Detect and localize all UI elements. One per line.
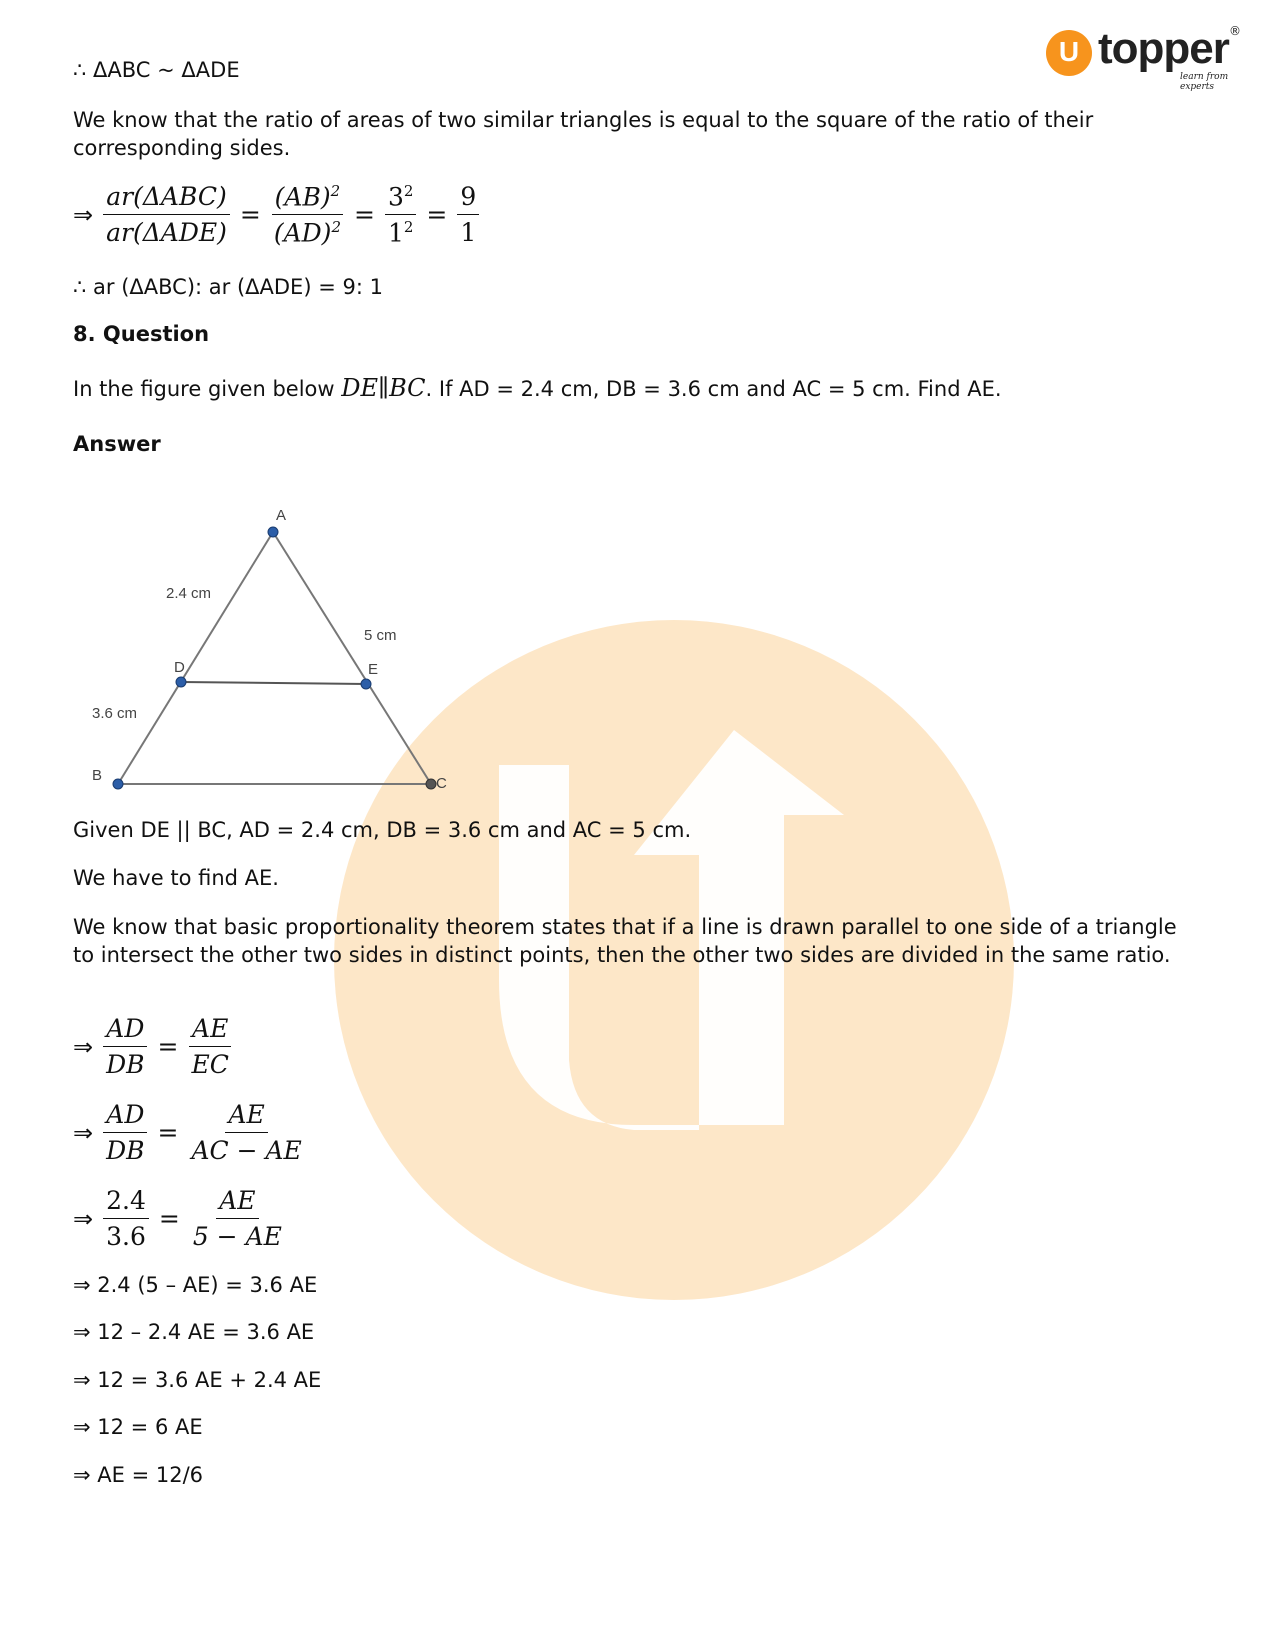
frac-den: ar(ΔADE) bbox=[106, 218, 227, 248]
superscript: 2 bbox=[403, 182, 414, 200]
side-ac bbox=[273, 532, 431, 784]
equals-sign: = bbox=[158, 1204, 180, 1233]
registered-mark: ® bbox=[1229, 24, 1241, 38]
logo-tagline: learn from experts bbox=[1180, 72, 1229, 92]
bpt-statement: We know that basic proportionality theorem states that if a line is drawn parallel to one side of a triangle to intersect the other two sides in distinct points, then the other two sides are divided in the same ratio. bbox=[73, 915, 1177, 967]
length-ad: 2.4 cm bbox=[166, 585, 212, 602]
equals-sign: = bbox=[353, 200, 375, 230]
side-ab bbox=[118, 532, 273, 784]
frac-num: AE bbox=[216, 1186, 258, 1219]
superscript: 2 bbox=[403, 218, 414, 237]
question-text-post: . If AD = 2.4 cm, DB = 3.6 cm and AC = 5 cm. Find AE. bbox=[425, 377, 1002, 401]
frac-num: 9 bbox=[457, 182, 479, 215]
superscript: 2 bbox=[331, 218, 341, 237]
equals-sign: = bbox=[157, 1032, 179, 1061]
equals-sign: = bbox=[157, 1118, 179, 1147]
frac-den: DB bbox=[106, 1050, 145, 1079]
equals-sign: = bbox=[426, 200, 448, 230]
area-ratio-equation bbox=[73, 182, 483, 248]
label-b: B bbox=[92, 767, 103, 784]
point-e bbox=[361, 679, 371, 689]
topper-logo[interactable] bbox=[1046, 24, 1246, 92]
implies-arrow: ⇒ bbox=[73, 200, 94, 229]
label-d: D bbox=[174, 659, 185, 676]
implies-arrow: ⇒ bbox=[73, 1204, 94, 1233]
question-text bbox=[73, 374, 1002, 402]
frac-den: (AD) bbox=[273, 218, 332, 248]
step-2-equation bbox=[73, 1100, 309, 1165]
frac-den: 5 − AE bbox=[192, 1222, 282, 1251]
step-7-line: ⇒ 12 = 6 AE bbox=[73, 1415, 203, 1439]
implies-arrow: ⇒ bbox=[73, 1032, 94, 1061]
step-6-line: ⇒ 12 = 3.6 AE + 2.4 AE bbox=[73, 1368, 322, 1392]
frac-den: AC − AE bbox=[191, 1136, 302, 1165]
triangle-figure bbox=[88, 502, 468, 812]
question-heading: 8. Question bbox=[73, 322, 210, 346]
step-1-equation bbox=[73, 1014, 236, 1079]
step-5-line: ⇒ 12 – 2.4 AE = 3.6 AE bbox=[73, 1320, 315, 1344]
question-text-pre: In the figure given below bbox=[73, 377, 342, 401]
label-c: C bbox=[436, 775, 447, 792]
frac-num: 2.4 bbox=[103, 1186, 149, 1219]
frac-num: AD bbox=[103, 1100, 147, 1133]
frac-den: 3.6 bbox=[106, 1222, 146, 1251]
implies-arrow: ⇒ bbox=[73, 1118, 94, 1147]
given-statement: Given DE || BC, AD = 2.4 cm, DB = 3.6 cm and AC = 5 cm. bbox=[73, 818, 692, 842]
point-b bbox=[113, 779, 123, 789]
frac-num: AE bbox=[189, 1014, 231, 1047]
frac-den: 1 bbox=[460, 218, 477, 248]
step-3-equation bbox=[73, 1186, 289, 1251]
segment-de bbox=[181, 682, 366, 684]
point-c bbox=[426, 779, 436, 789]
superscript: 2 bbox=[330, 182, 341, 200]
logo-u-icon: U bbox=[1046, 30, 1092, 76]
frac-num: (AB) bbox=[274, 182, 331, 212]
frac-num: ar(ΔABC) bbox=[103, 182, 229, 215]
frac-num: AD bbox=[103, 1014, 147, 1047]
frac-den: DB bbox=[106, 1136, 145, 1165]
to-find-statement: We have to find AE. bbox=[73, 866, 279, 890]
step-4-line: ⇒ 2.4 (5 – AE) = 3.6 AE bbox=[73, 1273, 318, 1297]
frac-den: EC bbox=[191, 1050, 229, 1079]
area-result: ∴ ar (ΔABC): ar (ΔADE) = 9: 1 bbox=[73, 275, 383, 299]
frac-num: 3 bbox=[387, 182, 404, 212]
ratio-intro-text: We know that the ratio of areas of two similar triangles is equal to the square of the ratio of their corresponding sides. bbox=[73, 108, 1094, 160]
length-ac: 5 cm bbox=[364, 627, 397, 644]
point-d bbox=[176, 677, 186, 687]
length-db: 3.6 cm bbox=[92, 705, 138, 722]
step-8-line: ⇒ AE = 12/6 bbox=[73, 1463, 204, 1487]
frac-num: AE bbox=[225, 1100, 267, 1133]
question-math: DE∥BC bbox=[341, 374, 426, 402]
point-a bbox=[268, 527, 278, 537]
label-a: A bbox=[276, 507, 287, 524]
frac-den: 1 bbox=[387, 218, 404, 248]
logo-wordmark: topper bbox=[1098, 24, 1229, 73]
similarity-statement: ∴ ΔABC ~ ΔADE bbox=[73, 58, 240, 82]
answer-heading: Answer bbox=[73, 432, 161, 456]
label-e: E bbox=[368, 661, 379, 678]
equals-sign: = bbox=[239, 200, 261, 230]
